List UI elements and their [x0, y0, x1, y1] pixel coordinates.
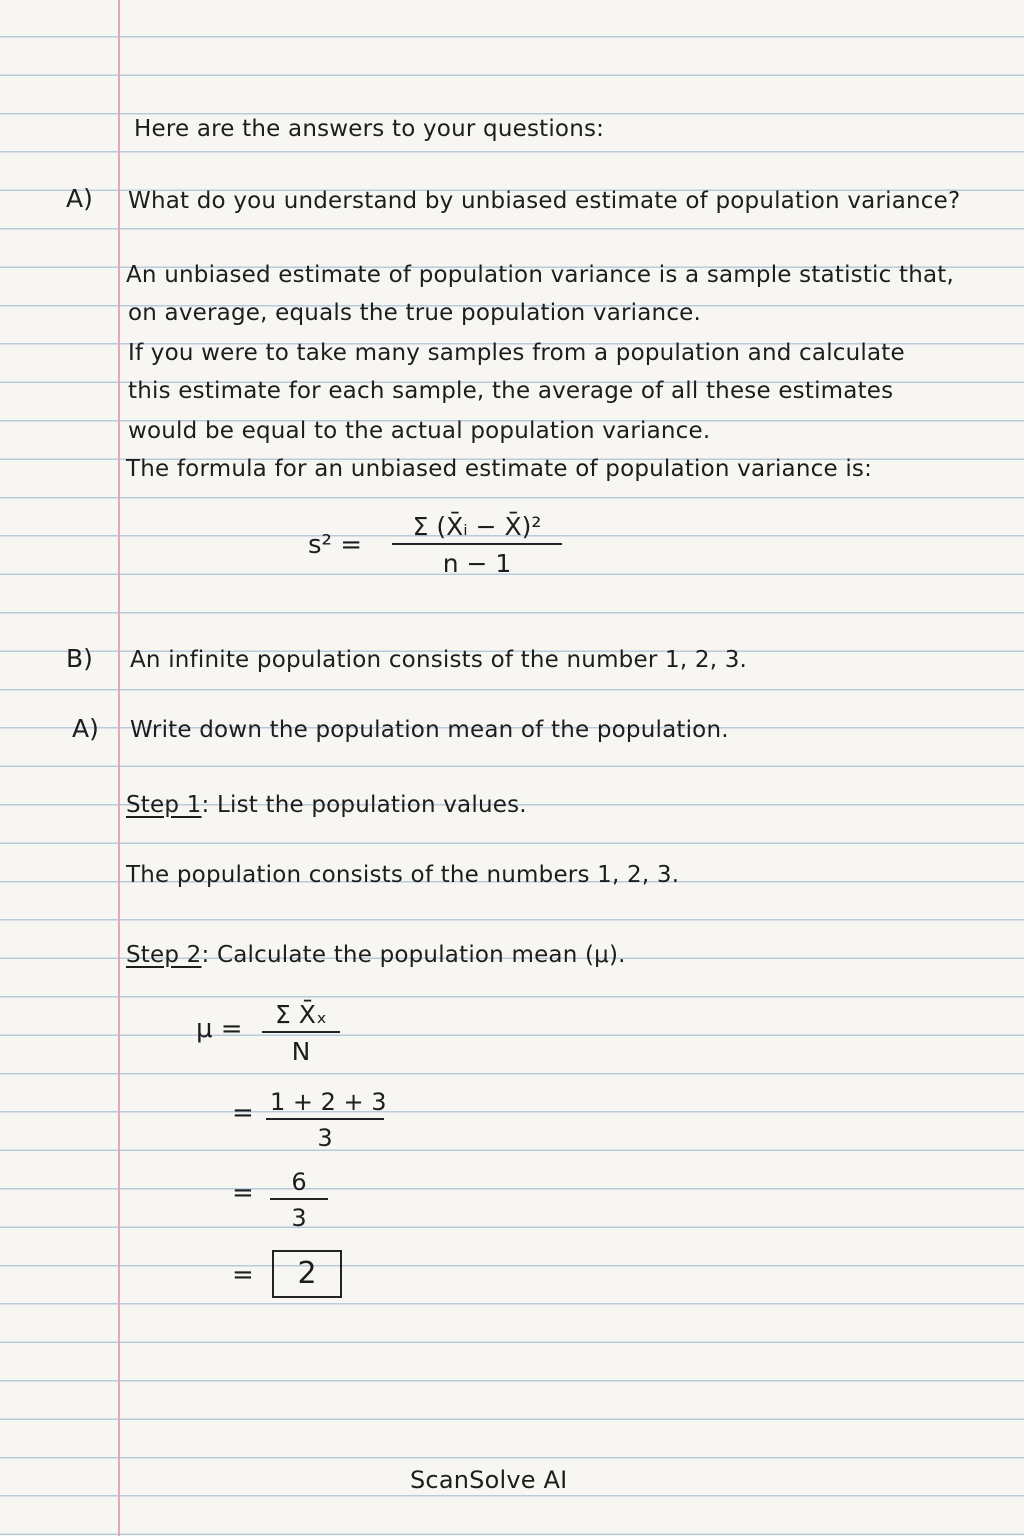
- footer-brand: ScanSolve AI: [410, 1466, 568, 1494]
- step-1: [126, 792, 527, 818]
- variance-formula-fraction: [392, 512, 562, 578]
- sum-fraction: [266, 1088, 387, 1152]
- step-2-label: Step 2: [126, 942, 202, 968]
- sum-numerator: 1 + 2 + 3: [266, 1088, 384, 1120]
- step-1-detail: The population consists of the numbers 1, 2, 3.: [126, 862, 680, 888]
- six-thirds-denominator: 3: [291, 1204, 307, 1232]
- mu-lhs: μ =: [196, 1014, 243, 1044]
- part-a-question: Write down the population mean of the population.: [130, 717, 729, 743]
- intro-text: Here are the answers to your questions:: [134, 116, 605, 142]
- mean-formula-denominator: N: [291, 1037, 311, 1066]
- mean-formula-numerator: Σ X̄ₓ: [262, 1000, 340, 1033]
- section-b-statement: An infinite population consists of the number 1, 2, 3.: [130, 647, 748, 673]
- equals-sign: =: [232, 1178, 254, 1208]
- equals-sign: =: [232, 1098, 254, 1128]
- step-1-text: : List the population values.: [201, 792, 527, 818]
- step-1-label: Step 1: [126, 792, 202, 818]
- section-a-question: What do you understand by unbiased estimate of population variance?: [128, 188, 961, 214]
- section-a-label: A): [66, 184, 93, 213]
- six-thirds-numerator: 6: [270, 1168, 328, 1200]
- sum-denominator: 3: [317, 1124, 333, 1152]
- step-2-text: : Calculate the population mean (μ).: [201, 942, 626, 968]
- mean-formula-fraction: [262, 1000, 340, 1066]
- formula-lhs: s² =: [308, 530, 363, 560]
- answer-line: If you were to take many samples from a population and calculate: [128, 340, 905, 366]
- answer-line: on average, equals the true population variance.: [128, 300, 702, 326]
- formula-numerator: Σ (X̄ᵢ − X̄)²: [392, 512, 562, 545]
- part-a-label: A): [72, 714, 99, 743]
- answer-line: would be equal to the actual population variance.: [128, 418, 711, 444]
- step-2: [126, 942, 626, 968]
- mean-result-box: 2: [272, 1250, 342, 1298]
- answer-line: this estimate for each sample, the average of all these estimates: [128, 378, 894, 404]
- equals-sign: =: [232, 1260, 254, 1290]
- formula-denominator: n − 1: [442, 549, 512, 578]
- answer-line: The formula for an unbiased estimate of population variance is:: [126, 456, 873, 482]
- six-thirds-fraction: [270, 1168, 328, 1232]
- answer-line: An unbiased estimate of population variance is a sample statistic that,: [126, 262, 955, 288]
- section-b-label: B): [66, 644, 93, 673]
- margin-line: [118, 0, 120, 1536]
